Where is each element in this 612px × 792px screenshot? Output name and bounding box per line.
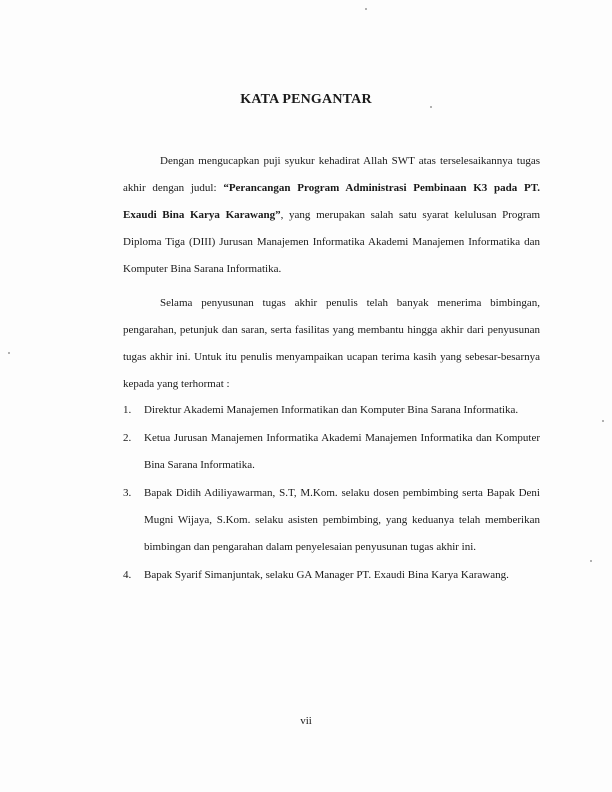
list-item [123, 480, 540, 561]
list-item-number: 2. [123, 432, 132, 444]
list-item-number: 1. [123, 404, 132, 416]
list-item-text: Bapak Didih Adiliyawarman, S.T, M.Kom. selaku dosen pembimbing serta Bapak Deni Mugni Wijaya, S.Kom. selaku asisten pembimbing, yang keduanya telah memberikan bimbingan dan pengarahan dalam penyelesaian penyusunan tugas akhir ini. [144, 487, 540, 553]
thesis-title: “Perancangan Program Administrasi Pembinaan K3 pada PT. Exaudi Bina Karya Karawang” [123, 182, 540, 221]
list-item [123, 397, 540, 424]
acknowledgement-list [123, 397, 540, 590]
list-item-number: 4. [123, 569, 132, 581]
list-item-number: 3. [123, 487, 132, 499]
list-item [123, 562, 540, 589]
paragraph-intro-after: , yang merupakan salah satu syarat kelulusan Program Diploma Tiga (DIII) Jurusan Manajemen Informatika Akademi Manajemen Informatika dan Komputer Bina Sarana Informatika. [123, 209, 541, 275]
list-item-text: Direktur Akademi Manajemen Informatikan dan Komputer Bina Sarana Informatika. [144, 404, 519, 416]
list-item [123, 425, 540, 479]
list-item-text: Bapak Syarif Simanjuntak, selaku GA Manager PT. Exaudi Bina Karya Karawang. [144, 569, 509, 581]
paragraph-thanks: Selama penyusunan tugas akhir penulis telah banyak menerima bimbingan, pengarahan, petunjuk dan saran, serta fasilitas yang membantu hingga akhir dari penyusunan tugas akhir ini. Untuk itu penulis menyampaikan ucapan terima kasih yang sebesar-besarnya kepada yang terhormat : [123, 297, 540, 390]
paragraph-intro [123, 148, 540, 283]
page-number: vii [300, 715, 312, 727]
paragraph-intro-before: Dengan mengucapkan puji syukur kehadirat Allah SWT atas terselesaikannya tugas akhir dengan judul: [123, 155, 540, 194]
list-item-text: Ketua Jurusan Manajemen Informatika Akademi Manajemen Informatika dan Komputer Bina Sarana Informatika. [144, 432, 540, 471]
page-title: KATA PENGANTAR [240, 92, 372, 107]
